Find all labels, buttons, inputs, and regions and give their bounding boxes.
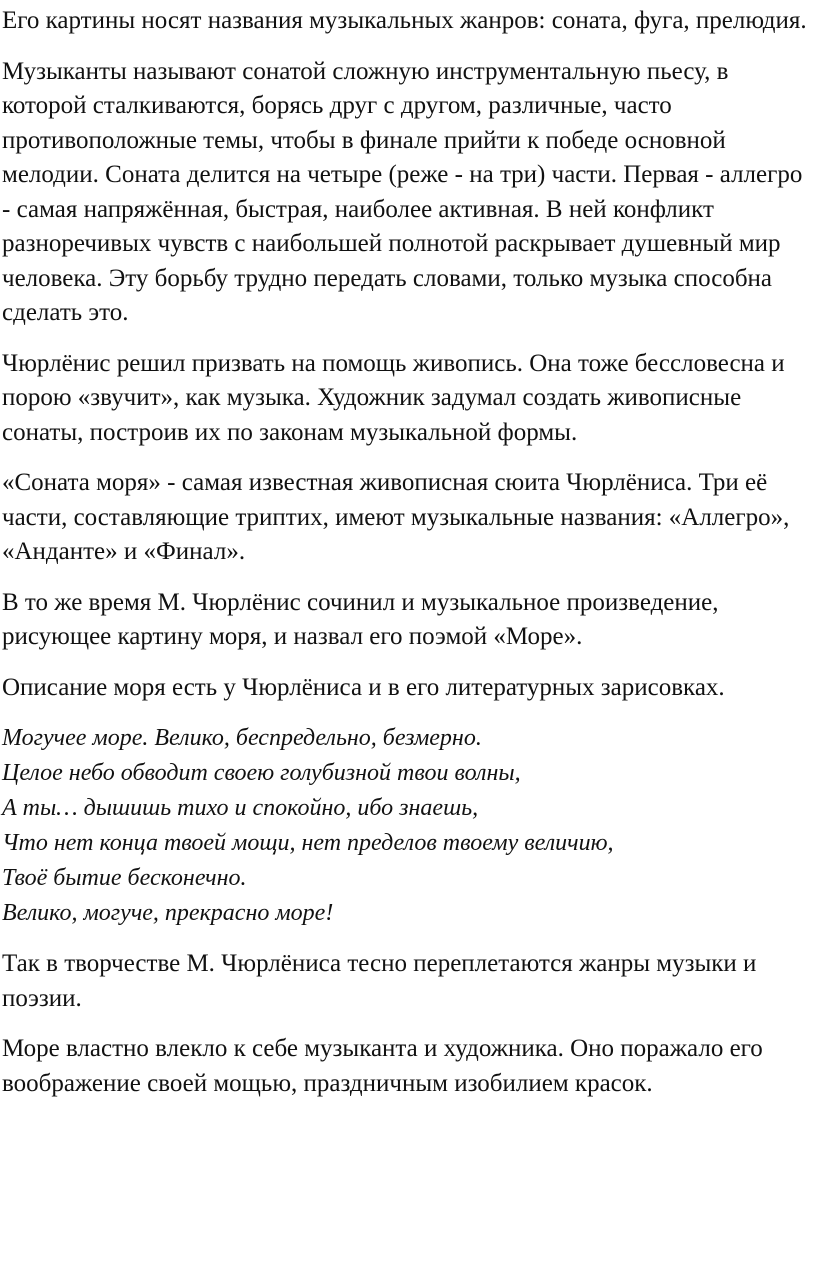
paragraph-genres: Его картины носят названия музыкальных жанров: соната, фуга, прелюдия. <box>2 7 807 34</box>
poem-line: Твоё бытие бесконечно. <box>2 865 247 891</box>
poem-line: Что нет конца твоей мощи, нет пределов твоему величию, <box>2 830 614 856</box>
paragraph-music-poetry: Так в творчестве М. Чюрлёниса тесно переплетаются жанры музыки и поэзии. <box>2 950 757 1012</box>
poem-line: Целое небо обводит своею голубизной твои волны, <box>2 760 521 786</box>
poem-line: А ты… дышишь тихо и спокойно, ибо знаешь, <box>2 795 479 821</box>
paragraph-poem-sea: В то же время М. Чюрлёнис сочинил и музыкальное произведение, рисующее картину моря, и назвал его поэмой «Море». <box>2 588 719 650</box>
document-page <box>2 4 814 1117</box>
paragraph-sea-attraction: Море властно влекло к себе музыканта и художника. Оно поражало его воображение своей мощью, праздничным изобилием красок. <box>2 1035 763 1097</box>
poem-line: Велико, могуче, прекрасно море! <box>2 900 334 926</box>
poem-block <box>2 721 814 931</box>
paragraph-painting-sonatas: Чюрлёнис решил призвать на помощь живопись. Она тоже бессловесна и порою «звучит», как музыка. Художник задумал создать живописные сонаты, построив их по законам музыкальной формы. <box>2 349 785 446</box>
paragraph-literary-sketches: Описание моря есть у Чюрлёниса и в его литературных зарисовках. <box>2 673 725 701</box>
paragraph-sonata-definition: Музыканты называют сонатой сложную инструментальную пьесу, в которой сталкиваются, борясь друг с другом, различные, часто противоположные темы, чтобы в финале прийти к победе основной мелодии. Соната делится на четыре (реже - на три) части. Первая - аллегро - самая напряжённая, быстрая, наиболее активная. В ней конфликт разноречивых чувств с наибольшей полнотой раскрывает душевный мир человека. Эту борьбу трудно передать словами, только музыка способна сделать это. <box>2 57 803 326</box>
poem-line: Могучее море. Велико, беспредельно, безмерно. <box>2 725 482 751</box>
paragraph-sea-sonata: «Соната моря» - самая известная живописная сюита Чюрлёниса. Три её части, составляющие триптих, имеют музыкальные названия: «Аллегро», «Анданте» и «Финал». <box>2 469 790 565</box>
